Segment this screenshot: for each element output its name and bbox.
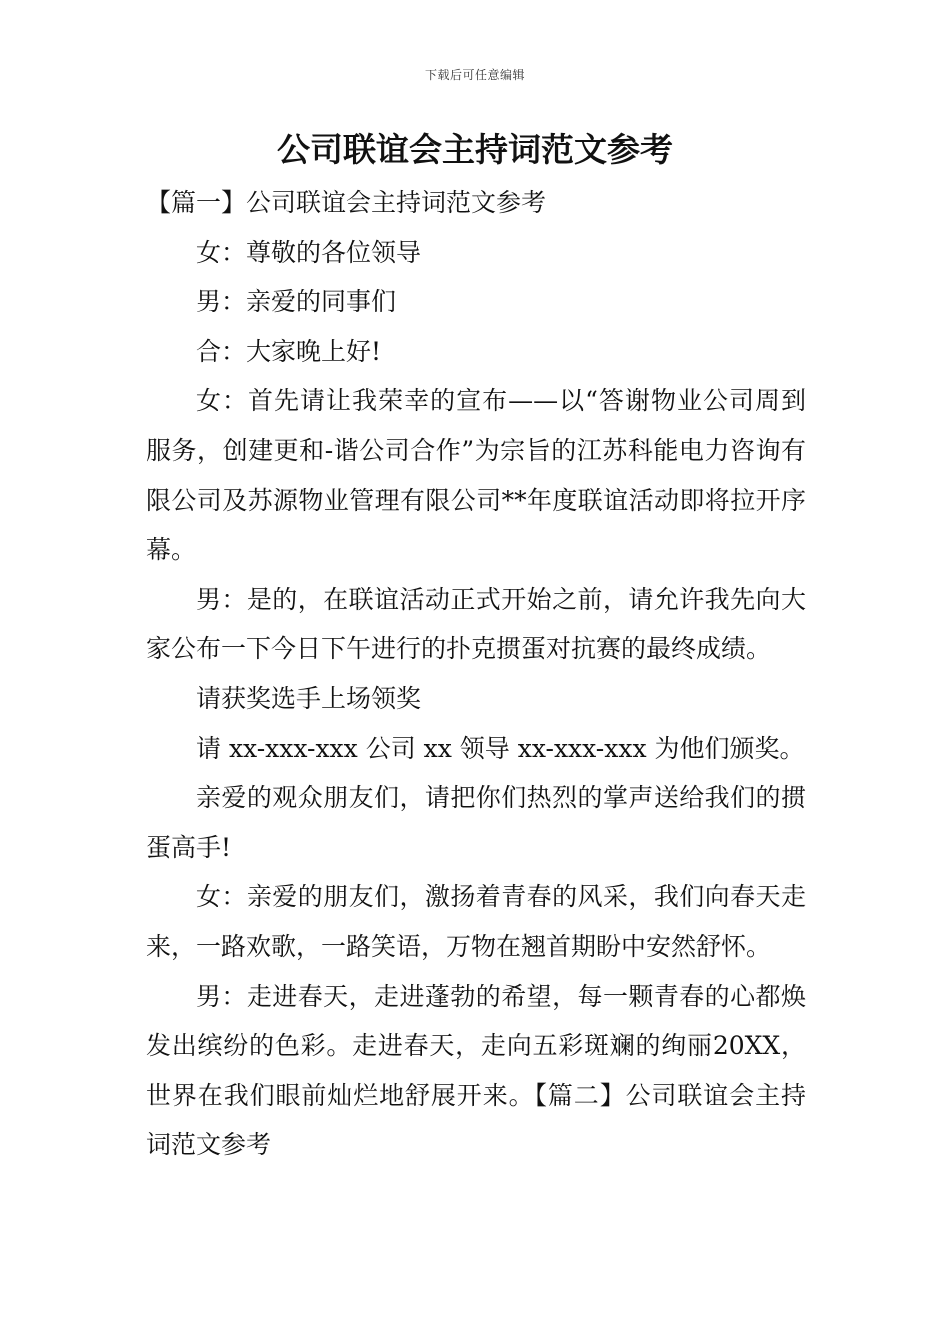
document-body: [146, 178, 806, 1170]
paragraph-7: 请 xx-xxx-xxx 公司 xx 领导 xx-xxx-xxx 为他们颁奖。: [196, 733, 805, 763]
document-title: 公司联谊会主持词范文参考: [277, 130, 673, 169]
paragraph-6: 请获奖选手上场领奖: [196, 683, 422, 713]
paragraph-3: 合：大家晚上好!: [196, 336, 382, 366]
paragraph-2: 男：亲爱的同事们: [196, 287, 397, 317]
paragraph-9: 女：亲爱的朋友们，激扬着青春的风采，我们向春天走来，一路欢歌，一路笑语，万物在翘首期盼中安然舒怀。: [146, 882, 806, 961]
paragraph-10: 男：走进春天，走进蓬勃的希望，每一颗青春的心都焕发出缤纷的色彩。走进春天，走向五彩斑斓的绚丽20XX，世界在我们眼前灿烂地舒展开来。【篇二】公司联谊会主持词范文参考: [146, 981, 806, 1160]
header-note: 下载后可任意编辑: [424, 68, 525, 82]
section-heading: 【篇一】公司联谊会主持词范文参考: [146, 188, 547, 217]
paragraph-5: 男：是的，在联谊活动正式开始之前，请允许我先向大家公布一下今日下午进行的扑克掼蛋对抗赛的最终成绩。: [146, 584, 806, 664]
paragraph-1: 女：尊敬的各位领导: [196, 237, 422, 267]
paragraph-4: 女：首先请让我荣幸的宣布——以“答谢物业公司周到服务，创建更和-谐公司合作”为宗旨的江苏科能电力咨询有限公司及苏源物业管理有限公司**年度联谊活动即将拉开序幕。: [146, 386, 806, 565]
paragraph-8: 亲爱的观众朋友们，请把你们热烈的掌声送给我们的掼蛋高手!: [146, 783, 806, 862]
